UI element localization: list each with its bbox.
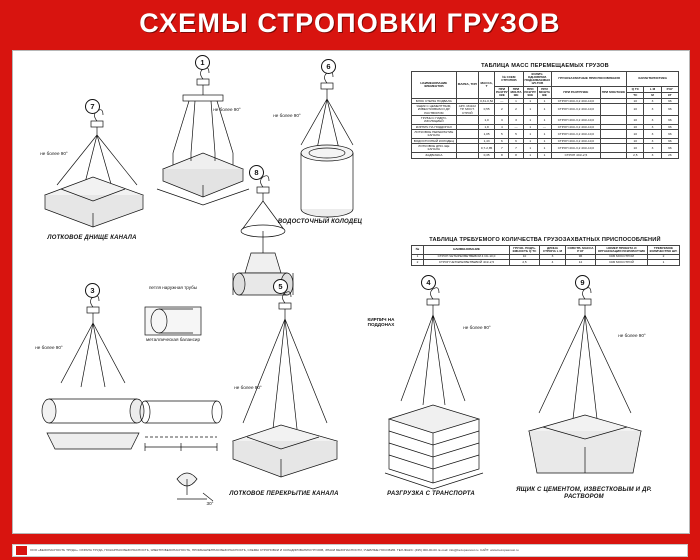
th-devices: ГРУЗОЗАХВАТНЫЕ ПРИСПОСОБЛЕНИЯ [552, 72, 627, 87]
cell-name: ЛОТКОВОЕ ПЕРЕКРЫТИЕ КАНАЛА [412, 130, 457, 139]
cell-k-mon: 1 [537, 99, 551, 104]
cell-g-raz: СТРОП 4СК-3,2 4СК-10,0 [552, 99, 601, 104]
cell-k-mon: — [537, 124, 551, 129]
cell-p: 96 [566, 254, 596, 259]
cell-l: 3 [644, 130, 661, 139]
scheme-3-note-angle: не более 90° [35, 345, 63, 350]
cell-k-raz: 1 [523, 144, 537, 153]
cell-name: ВОДОСТОЧНЫЙ КОЛОДЕЦ [412, 139, 457, 144]
table-row [412, 130, 679, 139]
th-l: L М [644, 87, 661, 93]
footer-text: ООО «БЕЗОПАСНОСТЬ ТРУДА». ОХРАНА ТРУДА, ПОЖАРНАЯ БЕЗОПАСНОСТЬ, ЭЛЕКТРОБЕЗОПАСНОСТЬ, ПРОМЫШЛЕННАЯ БЕЗОПАСНОСТЬ, СХЕМЫ СТРОПОВКИ И СКЛАДИРОВАНИЯ ГРУЗОВ, ЗНАКИ БЕЗОПАСНОСТИ, УЧЕБНЫЕ ПОСОБИЯ. ТЕЛ./ФАКС: (495) 000-00-00. E-mail: info@bezopasnost.ru. САЙТ: www.bezopasnost.ru [30, 547, 519, 552]
cell-mass: 0,7-2,85 [478, 144, 494, 153]
cell-k-mon: 1 [537, 116, 551, 125]
cell-p: 12 [566, 260, 596, 265]
cell-k-mon: 1 [537, 139, 551, 144]
cell-q: 10 [627, 104, 644, 116]
cell-k-raz: 1 [523, 124, 537, 129]
cell-g-mon [600, 116, 626, 125]
cell-k-mon: 1 [537, 144, 551, 153]
cell-s-raz: 6 [495, 139, 509, 144]
cell-l: 3 [644, 99, 661, 104]
cell-mass: 1,0 [478, 116, 494, 125]
cell-s-mon: 7 [509, 144, 523, 153]
cell-q: 10 [627, 139, 644, 144]
scheme-4 [361, 273, 501, 523]
scheme-number-1: 1 [195, 55, 210, 70]
cell-l: 3 [644, 153, 661, 158]
th-mark: МАРКА, ТИП [456, 72, 478, 99]
cell-n: 1 [412, 254, 424, 259]
poster-header [0, 0, 700, 46]
cell-name: ЛОТКОВОЕ ДНИ- ЩЕ КАНАЛА [412, 144, 457, 153]
cell-s-raz: 7 [495, 144, 509, 153]
cell-s-raz: 8 [495, 153, 509, 158]
cell-g-raz: СТРОП 4СК-3,2 4СК-10,0 [552, 124, 601, 129]
scheme-4-note-angle: не более 90° [463, 325, 491, 330]
table-mass-wrap [411, 63, 679, 159]
cell-s-mon: 3 [509, 116, 523, 125]
cell-name: СТРОП ЧЕТЫРЕХВЕТВЕВОЙ 4 СК-10,0 [424, 254, 510, 259]
cell-k-raz: 1 [523, 139, 537, 144]
th-dev-n: № [412, 246, 424, 255]
cell-p: 26 [661, 153, 678, 158]
scheme-4-caption: РАЗГРУЗКА С ТРАНСПОРТА [387, 491, 475, 497]
cell-p: 96 [661, 124, 678, 129]
th-dev-l: ДЛИНА СТРОПА L М [540, 246, 566, 255]
scheme-number-4: 4 [421, 275, 436, 290]
scheme-3-note-balancer: металлическая балансир [145, 337, 201, 342]
cell-l: 3 [644, 104, 661, 116]
th-schemes: № СХЕМ СТРОПОВ [495, 72, 523, 87]
cell-proj: СКБ МОССТРОЙ [596, 254, 648, 259]
scheme-3 [27, 273, 227, 521]
cell-g-raz: СТРОП 4СК-3,2 4СК-10,0 [552, 139, 601, 144]
th-k-mon: ПРИ МОНТАЖЕ [538, 86, 551, 98]
th-s-raz: ПРИ РАЗГРУЗКЕ [495, 86, 508, 98]
cell-mass: 0,35 [478, 153, 494, 158]
cell-q: 10 [510, 254, 540, 259]
cell-s-raz: — [495, 99, 509, 104]
cell-qty: 2 [648, 254, 680, 259]
th-g-raz: ПРИ РАЗГРУЗКЕ [552, 87, 601, 99]
th-dev-p: СОБСТВ. МАССА P КГ [567, 245, 594, 253]
th-p: P КГ [661, 87, 678, 93]
company-logo-icon [16, 546, 27, 555]
cell-g-mon [600, 104, 626, 116]
scheme-5 [215, 273, 355, 523]
table-row [412, 104, 679, 116]
cell-mass: 1,05 [478, 130, 494, 139]
cell-n: 2 [412, 260, 424, 265]
cell-name: КИРПИЧ НА ПОДДОНАХ [412, 124, 457, 129]
th-dev-proj: НОМЕР ПРОЕКТА И ОРГАНИЗАЦИЯ РАЗРАБОТЧИК [596, 246, 648, 255]
scheme-9-note: не более 90° [618, 333, 646, 338]
cell-name: БЛОК СТЕНЫ ПОДВАЛА [412, 99, 457, 104]
th-p-unit: КГ [661, 93, 678, 99]
th-dev-name: НАИМЕНОВАНИЕ [424, 246, 510, 255]
table-devices-title: ТАБЛИЦА ТРЕБУЕМОГО КОЛИЧЕСТВА ГРУЗОЗАХВАТНЫХ ПРИСПОСОБЛЕНИЙ [429, 237, 661, 243]
table-row [412, 260, 680, 265]
scheme-7-caption: ЛОТКОВОЕ ДНИЩЕ КАНАЛА [47, 235, 137, 241]
cell-q: 2,5 [510, 260, 540, 265]
cell-mass: 1,8 [478, 124, 494, 129]
cell-l: 3 [644, 144, 661, 153]
th-char: ХАРАКТЕРИСТИКА [627, 72, 679, 87]
th-g-mon: ПРИ МОНТАЖЕ [600, 87, 626, 99]
cell-mark: АРХ. М4102 ТР. МОСТ. СТРОЙ [456, 104, 478, 116]
cell-qty: 1 [648, 260, 680, 265]
cell-p: 96 [661, 139, 678, 144]
cell-k-mon: 1 [537, 130, 551, 139]
cell-p: 96 [661, 99, 678, 104]
cell-l: 4 [540, 260, 566, 265]
cell-l: 3 [644, 139, 661, 144]
cell-g-raz: СТРОП 4СК-2,5 [552, 153, 601, 158]
th-s-mon: ПРИ МОНТАЖЕ [510, 86, 522, 98]
scheme-3-drawing [27, 273, 227, 521]
scheme-number-9: 9 [575, 275, 590, 290]
th-q-unit: ТС [627, 93, 644, 99]
table-devices-wrap [411, 237, 679, 266]
cell-p: 96 [661, 104, 678, 116]
cell-l: 3 [540, 254, 566, 259]
table-row [412, 153, 679, 158]
th-name: НАИМЕНОВАНИЕ ЭЛЕМЕНТОВ [412, 72, 457, 99]
cell-s-raz: 5 [495, 130, 509, 139]
cell-g-mon [600, 144, 626, 153]
cell-s-mon: — [509, 124, 523, 129]
scheme-1-note: не более 90° [213, 107, 241, 112]
page-title: СХЕМЫ СТРОПОВКИ ГРУЗОВ [139, 7, 561, 38]
scheme-9-drawing [499, 273, 669, 523]
cell-g-raz: СТРОП 4СК-3,2 4СК-10,0 [552, 130, 601, 139]
cell-proj: СКБ МОССТРОЙ [596, 260, 648, 265]
scheme-3-note-angle2: 30° [206, 501, 214, 506]
table-row [412, 116, 679, 125]
cell-k-raz: 1 [523, 130, 537, 139]
cell-p: 96 [661, 130, 678, 139]
table-devices [411, 245, 680, 266]
cell-k-mon: 1 [537, 153, 551, 158]
cell-mass: 1,43 [478, 139, 494, 144]
scheme-5-note: не более 90° [234, 385, 262, 390]
cell-mass: 0,55 [478, 104, 494, 116]
cell-k-mon: 1 [537, 104, 551, 116]
scheme-9 [499, 273, 669, 523]
scheme-4-note-brick: КИРПИЧ НА ПОДДОНАХ [367, 317, 395, 328]
scheme-number-7: 7 [85, 99, 100, 114]
scheme-6-note: не более 90° [273, 113, 301, 118]
th-dev-qty: ТРЕБУЕМОЕ КОЛИЧЕСТВО ШТ. [648, 246, 680, 255]
scheme-4-drawing [361, 273, 501, 523]
scheme-7 [27, 99, 157, 249]
footer-bar [12, 544, 688, 557]
cell-p: 96 [661, 116, 678, 125]
cell-k-raz: 1 [523, 153, 537, 158]
scheme-9-caption: ЯЩИК С ЦЕМЕНТОМ, ИЗВЕСТКОВЫМ И ДР. РАСТВОРОМ [516, 487, 652, 500]
cell-q: 10 [627, 130, 644, 139]
cell-q: 10 [627, 116, 644, 125]
cell-l: 3 [644, 116, 661, 125]
cell-s-raz: 2 [495, 104, 509, 116]
scheme-number-6: 6 [321, 59, 336, 74]
cell-l: 3 [644, 124, 661, 129]
cell-mass: 0,31-0,52 [480, 98, 494, 103]
cell-q: 10 [627, 124, 644, 129]
cell-g-mon [600, 130, 626, 139]
cell-s-mon: 6 [509, 139, 523, 144]
poster-canvas [12, 50, 690, 534]
cell-name: СТРОП ЧЕТЫРЕХВЕТВЕВОЙ 4СК-2,5 [424, 260, 510, 265]
scheme-number-5: 5 [273, 279, 288, 294]
cell-k-raz: 1 [523, 116, 537, 125]
cell-mark [456, 144, 478, 153]
scheme-3-note-loop: петля наружная трубы [148, 285, 198, 290]
scheme-6-caption: ВОДОСТОЧНЫЙ КОЛОДЕЦ [277, 219, 363, 225]
cell-s-raz: 4 [495, 124, 509, 129]
cell-mark [456, 130, 478, 139]
th-mass: МАССА, Т [478, 72, 494, 99]
th-dev-q: ГРУЗО- ПОДЪ- ЕМНОСТЬ Q ТС [510, 246, 540, 255]
cell-p: 96 [661, 144, 678, 153]
cell-q: 10 [627, 144, 644, 153]
cell-name: ТРУБЫ С ГИДРО-ИЗОЛЯЦИЕЙ [412, 116, 457, 125]
scheme-5-drawing [215, 273, 355, 523]
cell-mark [456, 153, 478, 158]
scheme-7-drawing [27, 99, 157, 249]
cell-s-mon: 2 [509, 104, 523, 116]
cell-s-mon: 1 [509, 99, 523, 104]
cell-k-raz: 1 [523, 104, 537, 116]
cell-s-mon: 8 [509, 153, 523, 158]
cell-g-raz: СТРОП 4СК-3,2 4СК-10,0 [552, 144, 601, 153]
poster-footer [0, 534, 700, 560]
th-k-raz: ПРИ РАЗГРУЗКЕ [524, 86, 537, 98]
cell-g-raz: СТРОП 4СК-3,2 4СК-10,0 [552, 116, 601, 125]
cell-mark [456, 116, 478, 125]
th-count: КОЛИЧ. ОДНОВРЕМ. ПОДНИМАЕМЫХ ЭЛ-ТОВ [524, 71, 551, 86]
th-q: Q ТС [627, 87, 644, 93]
scheme-number-8: 8 [249, 165, 264, 180]
cell-s-mon: 5 [509, 130, 523, 139]
scheme-7-note: не более 90° [40, 151, 68, 156]
cell-name: ЯЩИК С ЦЕМЕНТНЫМ, ИЗВЕСТКОВЫМ И ДР. РАСТВОРОМ [412, 104, 457, 116]
cell-g-mon [600, 153, 626, 158]
scheme-5-caption: ЛОТКОВОЕ ПЕРЕКРЫТИЕ КАНАЛА [229, 491, 339, 497]
cell-q: 10 [627, 99, 644, 104]
cell-s-raz: 3 [495, 116, 509, 125]
cell-name: ЗАДВИЖКА [412, 153, 457, 158]
cell-g-raz: СТРОП 4СК-3,2 4СК-10,0 [552, 104, 601, 116]
table-mass [411, 71, 679, 159]
th-l-unit: М [644, 93, 661, 99]
table-mass-title: ТАБЛИЦА МАСС ПЕРЕМЕЩАЕМЫХ ГРУЗОВ [481, 63, 609, 69]
cell-k-raz: 1 [523, 99, 537, 104]
cell-q: 2,5 [627, 153, 644, 158]
scheme-number-3: 3 [85, 283, 100, 298]
table-row [412, 144, 679, 153]
